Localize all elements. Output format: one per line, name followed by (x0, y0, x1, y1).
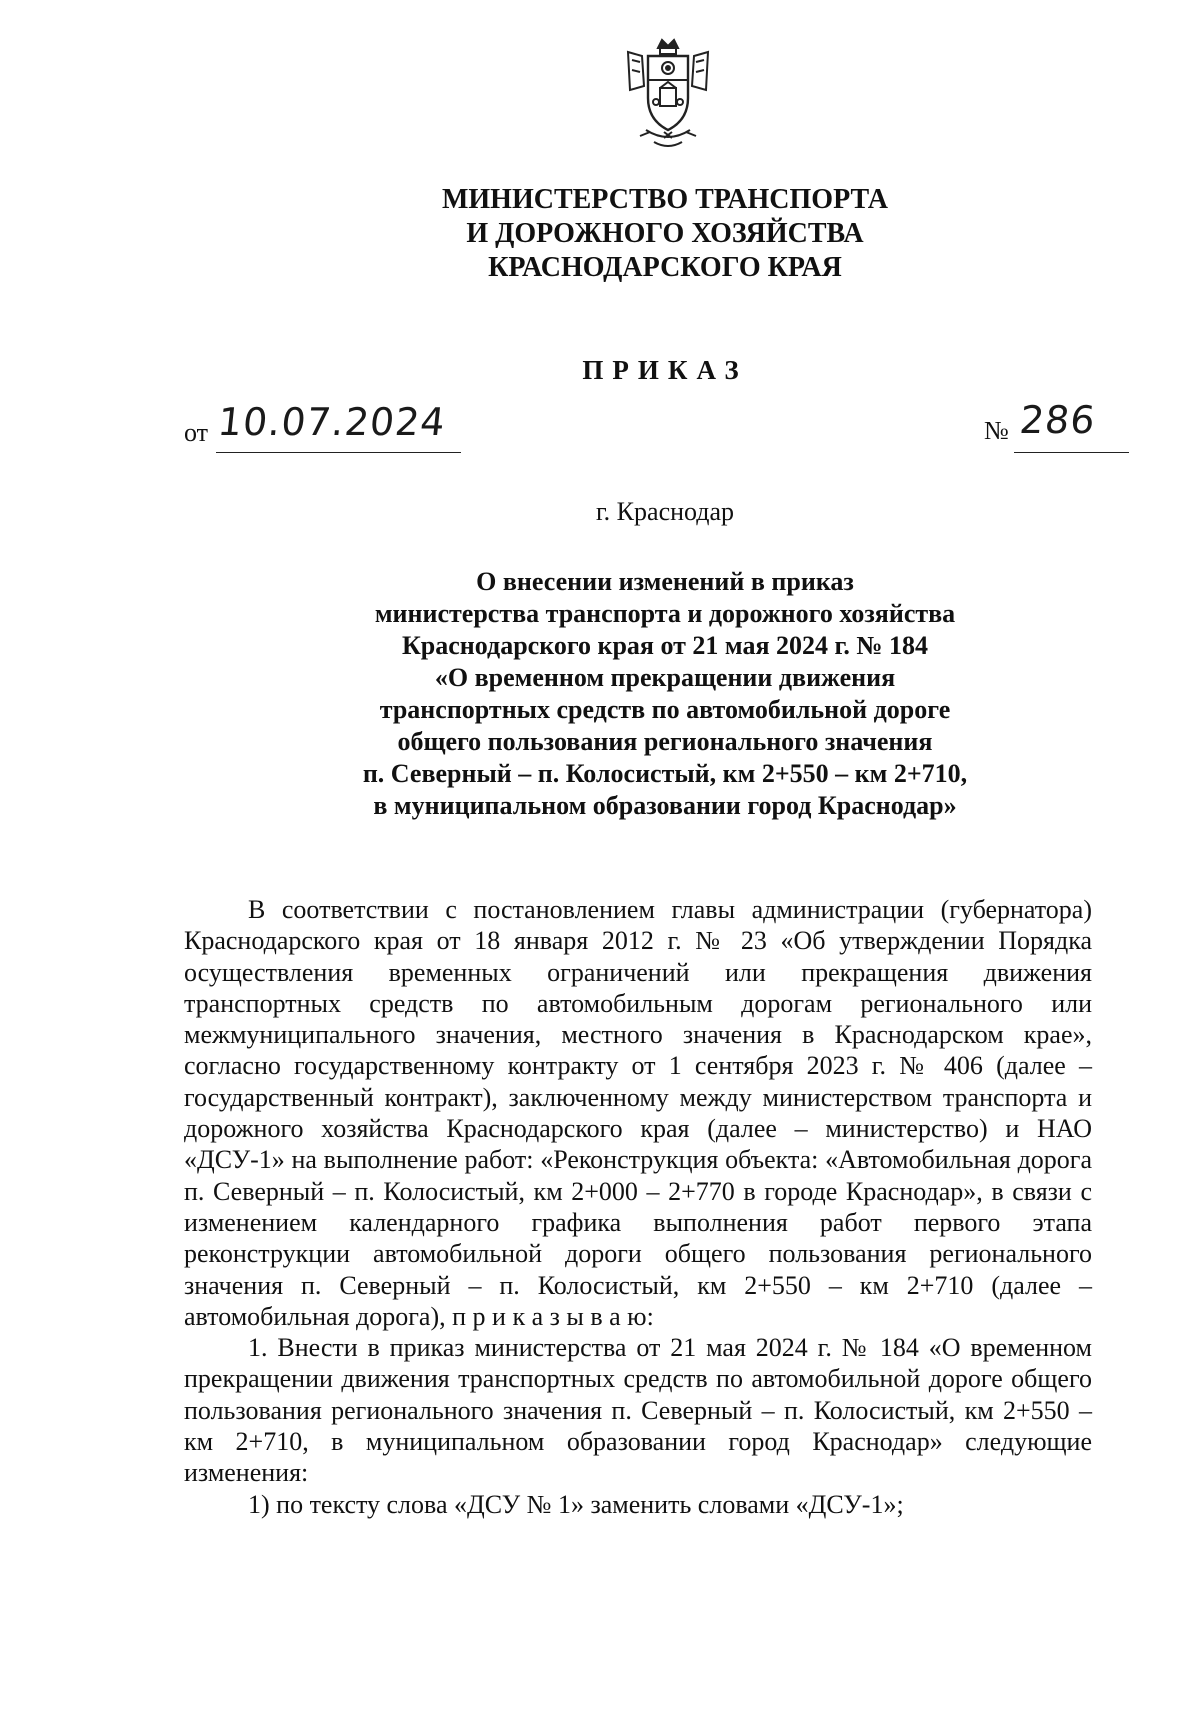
ministry-line: КРАСНОДАРСКОГО КРАЯ (488, 252, 842, 283)
document-type-title: ПРИКАЗ (582, 355, 748, 385)
order-number: 286 (1017, 398, 1098, 442)
subject-line: в муниципальном образовании город Краснодар» (373, 791, 957, 820)
body-paragraph: 1. Внести в приказ министерства от 21 мая 2024 г. № 184 «О временном прекращении движения транспортных средств по автомобильной дороге общего пользования регионального значения п. Северный – п. Колосистый, км 2+550 – км 2+710, в муниципальном образовании город Краснодар» следующие изменения: (184, 1333, 1092, 1488)
order-subject (300, 566, 1030, 822)
body-paragraph: 1) по тексту слова «ДСУ № 1» заменить словами «ДСУ-1»; (248, 1489, 904, 1519)
subject-line: «О временном прекращении движения (434, 663, 896, 692)
body-paragraph: В соответствии с постановлением главы администрации (губернатора) Краснодарского края от 18 января 2012 г. № 23 «Об утверждении Порядка осуществления временных ограничений или прекращения движения транспортных средств по автомобильным дорогам регионального или межмуниципального значения, местного значения в Краснодарском крае», согласно государственному контракту от 1 сентября 2023 г. № 406 (далее – государственный контракт), заключенному между министерством транспорта и дорожного хозяйства Краснодарского края (далее – министерство) и НАО «ДСУ-1» на выполнение работ: «Реконструкция объекта: «Автомобильная дорога п. Северный – п. Колосистый, км 2+000 – 2+770 в городе Краснодар», в связи с изменением календарного графика выполнения работ первого этапа реконструкции автомобильной дороги общего пользования регионального значения п. Северный – п. Колосистый, км 2+550 – км 2+710 (далее – автомобильная дорога), п р и к а з ы в а ю: (184, 895, 1092, 1331)
subject-line: общего пользования регионального значения (397, 727, 933, 756)
subject-line: министерства транспорта и дорожного хозяйства (374, 599, 956, 628)
date-underline (216, 452, 461, 453)
ministry-name (300, 183, 1030, 285)
ministry-line: МИНИСТЕРСТВО ТРАНСПОРТА (441, 184, 889, 215)
subject-line: транспортных средств по автомобильной дороге (379, 695, 951, 724)
order-body (184, 894, 1092, 1520)
subject-line: Краснодарского края от 21 мая 2024 г. № 184 (401, 631, 929, 660)
number-label: № (984, 416, 1009, 445)
city-name: г. Краснодар (595, 497, 735, 526)
subject-line: О внесении изменений в приказ (476, 567, 854, 596)
number-underline (1014, 452, 1129, 453)
coat-of-arms-icon (620, 38, 716, 150)
date-label: от (184, 418, 209, 447)
order-details-row (184, 396, 1098, 460)
order-date: 10.07.2024 (215, 400, 448, 444)
subject-line: п. Северный – п. Колосистый, км 2+550 – км 2+710, (362, 759, 968, 788)
ministry-line: И ДОРОЖНОГО ХОЗЯЙСТВА (466, 218, 864, 249)
